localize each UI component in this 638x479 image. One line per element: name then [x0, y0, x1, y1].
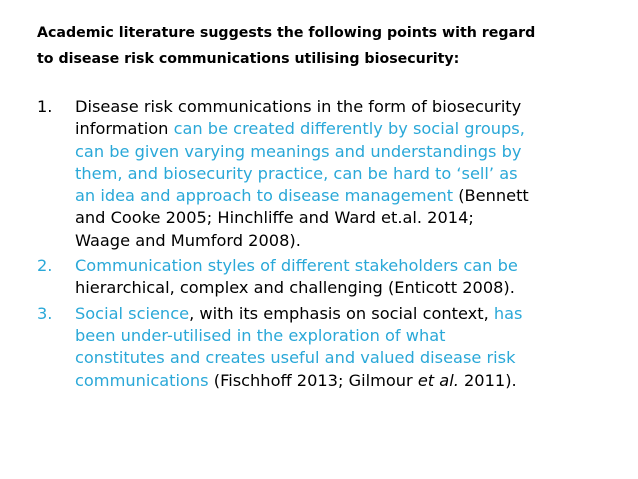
text-run: (Fischhoff 2013; Gilmour — [208, 370, 418, 390]
text-run: 2011). — [458, 370, 517, 390]
text-line — [75, 141, 627, 163]
points-list — [37, 96, 627, 395]
text-run: information — [75, 119, 174, 139]
text-run: Communication styles of different stakeholders can be — [75, 256, 518, 276]
text-run: communications — [75, 370, 209, 390]
text-line — [75, 207, 627, 229]
item-text — [75, 303, 627, 392]
slide-heading — [37, 20, 617, 72]
item-text — [75, 96, 627, 252]
item-number: 2. — [37, 256, 53, 276]
text-run: constitutes and creates useful and valued disease risk — [75, 348, 516, 368]
text-run: been under-utilised in the exploration of what — [75, 325, 446, 345]
list-item — [37, 303, 627, 392]
text-run: Disease risk communications in the form of biosecurity — [75, 97, 522, 116]
text-line — [75, 163, 627, 185]
text-line — [75, 325, 627, 347]
item-number: 3. — [37, 303, 53, 323]
heading-line-1: Academic literature suggests the following points with regard — [37, 25, 536, 41]
text-run: them, and biosecurity practice, can be hard to ‘sell’ as — [75, 163, 518, 183]
text-run: has — [493, 303, 523, 323]
text-line — [75, 255, 627, 277]
text-line — [75, 230, 627, 252]
text-run: hierarchical, complex and challenging (Enticott 2008). — [75, 278, 515, 298]
heading-line-2: to disease risk communications utilising biosecurity: — [37, 51, 460, 67]
text-run: (Bennett — [453, 186, 529, 206]
text-run: et al. — [417, 370, 459, 390]
text-run: Social science — [75, 303, 190, 323]
text-line — [75, 370, 627, 392]
text-line — [75, 185, 627, 207]
list-item — [37, 96, 627, 252]
text-line — [75, 303, 627, 325]
text-line — [75, 347, 627, 369]
item-number: 1. — [37, 97, 53, 116]
text-line — [75, 277, 627, 299]
text-run: and Cooke 2005; Hinchliffe and Ward et.al. 2014; — [75, 208, 474, 228]
text-run: Waage and Mumford 2008). — [75, 230, 301, 250]
item-text — [75, 255, 627, 300]
text-run: an idea and approach to disease management — [75, 186, 454, 206]
text-run: can be created differently by social groups, — [173, 119, 525, 139]
text-run: , with its emphasis on social context, — [189, 303, 494, 323]
list-item — [37, 255, 627, 300]
text-line — [75, 96, 627, 118]
text-line — [75, 118, 627, 140]
text-run: can be given varying meanings and understandings by — [75, 141, 522, 161]
